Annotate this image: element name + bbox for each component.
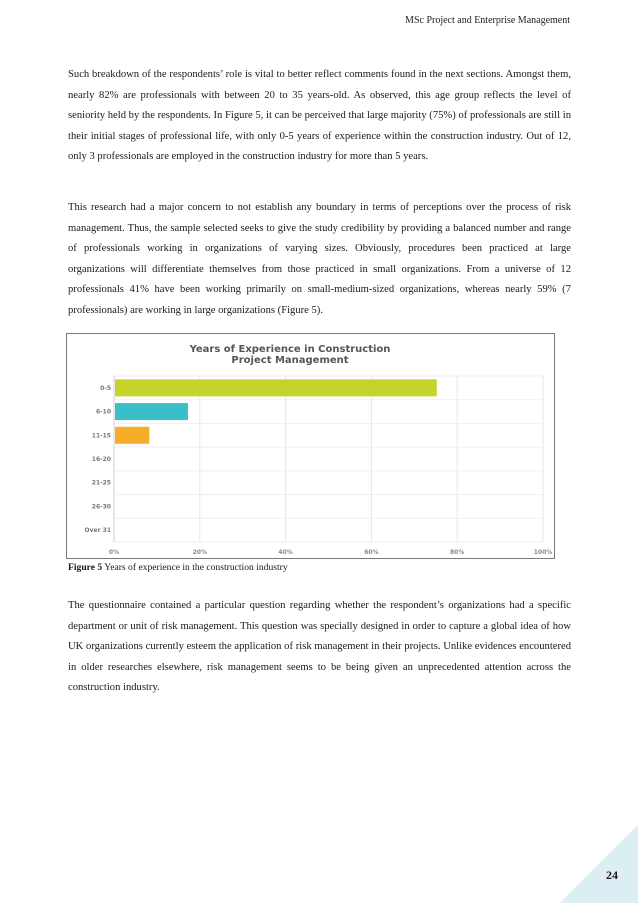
bar-11-15 [115,427,149,444]
category-label: Over 31 [84,527,111,535]
page-number: 24 [606,868,618,882]
bar-6-10 [115,403,188,420]
x-tick-label: 60% [364,549,379,556]
paragraph-organization-size: This research had a major concern to not establish any boundary in terms of perceptions over the process of risk management. Thus, the sample selected seeks to give the study credibility by providing a balanced number and range of professionals working in organizations of varying sizes. Obviously, procedures been practiced at large organizations will differentiate themselves from those practiced in small organizations. From a universe of 12 professionals 41% have been working primarily on small-medium-sized organizations, whereas nearly 59% (7 professionals) are working in large organizations (Figure 5). [68,202,571,316]
category-label: 26-30 [91,503,111,511]
experience-bar-chart [67,334,556,560]
caption-text: Years of experience in the construction industry [104,562,288,573]
category-label: 6-10 [95,408,111,416]
x-tick-label: 40% [278,549,293,556]
page-corner-decoration [560,825,638,903]
chart-title-line-1: Years of Experience in Construction [189,344,391,355]
category-label: 21-25 [91,479,111,487]
caption-label: Figure 5 [68,562,103,573]
x-tick-label: 80% [450,549,465,556]
category-label: 11-15 [91,432,111,440]
figure-5-chart [66,333,555,559]
paragraph-risk-department: The questionnaire contained a particular question regarding whether the respondent’s organizations had a specific department or unit of risk management. This question was specially designed in order to capture a global idea of how UK organizations currently esteem the application of risk management in their projects. Unlike evidences encountered in older researches elsewhere, risk management seems to be being given an unprecedented attention across the construction industry. [68,600,571,693]
chart-title-line-2: Project Management [231,355,349,366]
category-label: 16-20 [91,456,111,463]
figure-caption [68,562,288,573]
category-label: 0-5 [100,384,111,392]
running-header: MSc Project and Enterprise Management [405,15,570,26]
x-tick-label: 20% [192,549,207,556]
x-tick-label: 100% [533,549,553,556]
bar-0-5 [115,379,437,396]
paragraph-respondents-breakdown: Such breakdown of the respondents’ role is vital to better reflect comments found in the next sections. Amongst them, nearly 82% are professionals with between 20 to 35 years-old. As observed, this age group reflects the level of seniority held by the respondents. In Figure 5, it can be perceived that large majority (75%) of professionals are still in their initial stages of professional life, with only 0-5 years of experience within the construction industry. Out of 12, only 3 professionals are employed in the construction industry for more than 5 years. [68,69,571,162]
x-tick-label: 0% [108,549,120,556]
